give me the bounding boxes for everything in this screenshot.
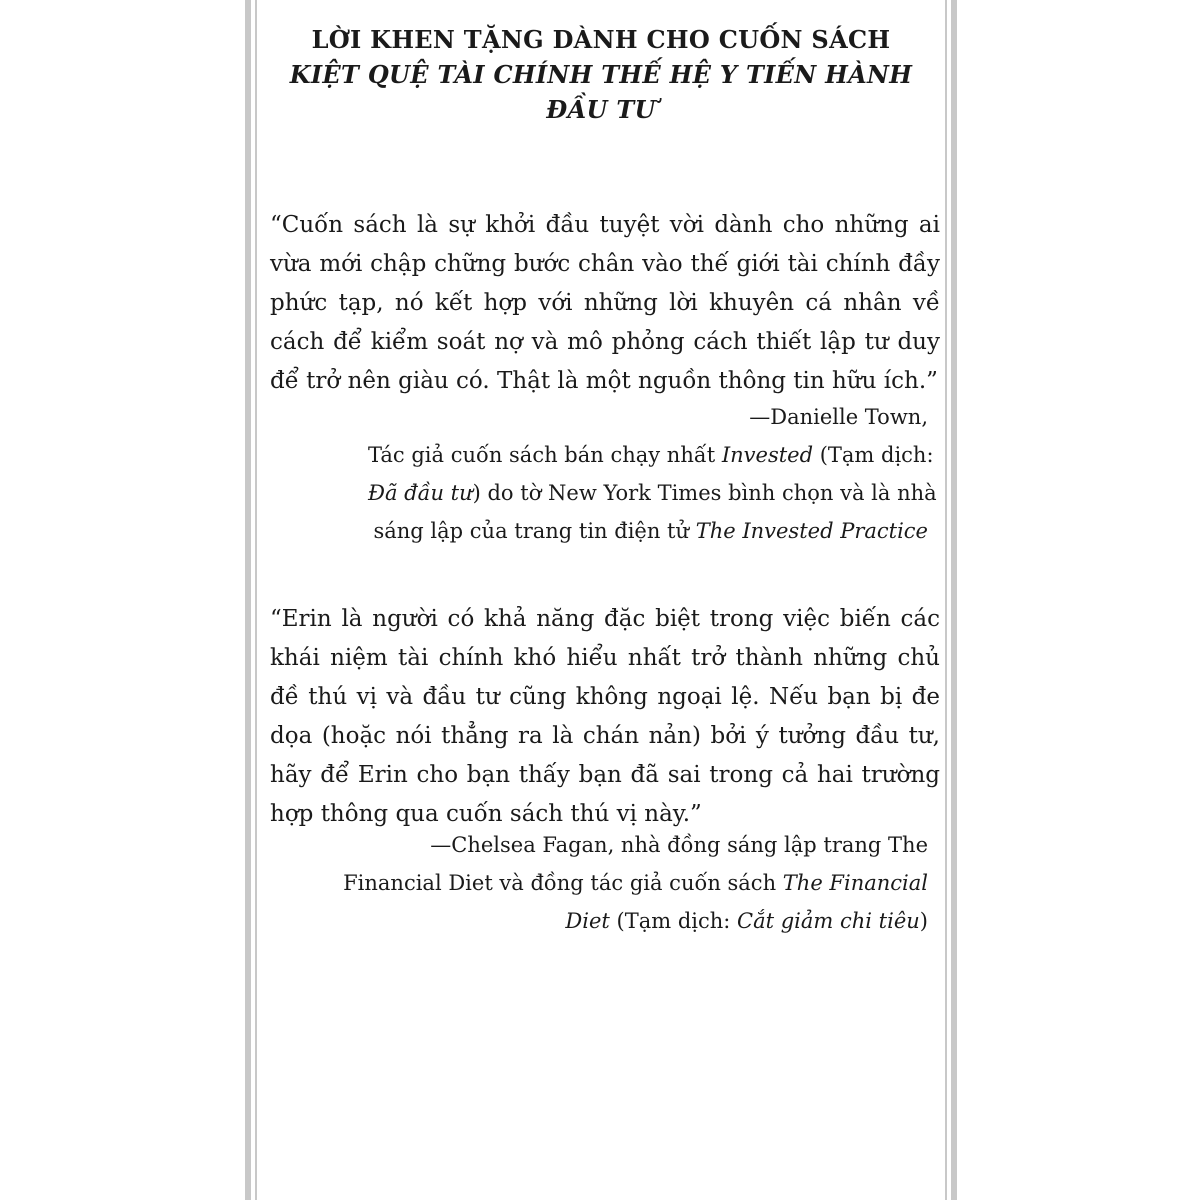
attribution-1-website-name: The Invested Practice <box>695 519 928 543</box>
page-edge-right-inner <box>945 0 947 1200</box>
attribution-2-text: Financial Diet và đồng tác giả cuốn sách <box>343 871 783 895</box>
page-edge-right-outer <box>951 0 957 1200</box>
attribution-1-line-2 <box>368 436 934 474</box>
quote-1-attribution <box>368 398 937 550</box>
page-heading <box>262 22 940 127</box>
attribution-1-line-3 <box>368 474 937 512</box>
attribution-1-text: Tác giả cuốn sách bán chạy nhất <box>368 443 722 467</box>
heading-line-1: LỜI KHEN TẶNG DÀNH CHO CUỐN SÁCH <box>311 25 891 54</box>
page-edge-left-outer <box>245 0 251 1200</box>
heading-line-2-book-title: KIỆT QUỆ TÀI CHÍNH THẾ HỆ Y TIẾN HÀNH ĐẦU TƯ <box>289 60 913 124</box>
attribution-2-translated-title: Cắt giảm chi tiêu <box>737 909 920 933</box>
attribution-1-name: —Danielle Town, <box>749 405 928 429</box>
attribution-1-line-4 <box>368 512 928 550</box>
attribution-2-text: ) <box>919 909 928 933</box>
attribution-2-book-title: The Financial <box>782 871 928 895</box>
praise-quote-2: “Erin là người có khả năng đặc biệt trong việc biến các khái niệm tài chính khó hiểu nhất trở thành những chủ đề thú vị và đầu tư cũng không ngoại lệ. Nếu bạn bị đe dọa (hoặc nói thẳng ra là chán nản) bởi ý tưởng đầu tư, hãy để Erin cho bạn thấy bạn đã sai trong cả hai trường hợp thông qua cuốn sách thú vị này.” <box>270 606 940 827</box>
attribution-2-line-3 <box>308 902 928 940</box>
attribution-2-line-2 <box>308 864 928 902</box>
attribution-1-text: sáng lập của trang tin điện tử <box>373 519 696 543</box>
attribution-1-text: (Tạm dịch: <box>813 443 934 467</box>
attribution-2-line-1: —Chelsea Fagan, nhà đồng sáng lập trang The <box>430 833 928 857</box>
attribution-1-book-title: Invested <box>721 443 814 467</box>
page-edge-left-inner <box>255 0 257 1200</box>
attribution-1-translated-title: Đã đầu tư <box>368 481 473 505</box>
attribution-2-book-title-end: Diet <box>565 909 610 933</box>
praise-quote-1: “Cuốn sách là sự khởi đầu tuyệt vời dành cho những ai vừa mới chập chững bước chân vào thế giới tài chính đầy phức tạp, nó kết hợp với những lời khuyên cá nhân về cách để kiểm soát nợ và mô phỏng cách thiết lập tư duy để trở nên giàu có. Thật là một nguồn thông tin hữu ích.” <box>270 212 940 394</box>
quote-2-attribution <box>308 826 928 940</box>
book-page <box>262 0 940 1200</box>
attribution-2-text: (Tạm dịch: <box>609 909 738 933</box>
attribution-1-text: ) do tờ New York Times bình chọn và là nhà <box>472 481 937 505</box>
